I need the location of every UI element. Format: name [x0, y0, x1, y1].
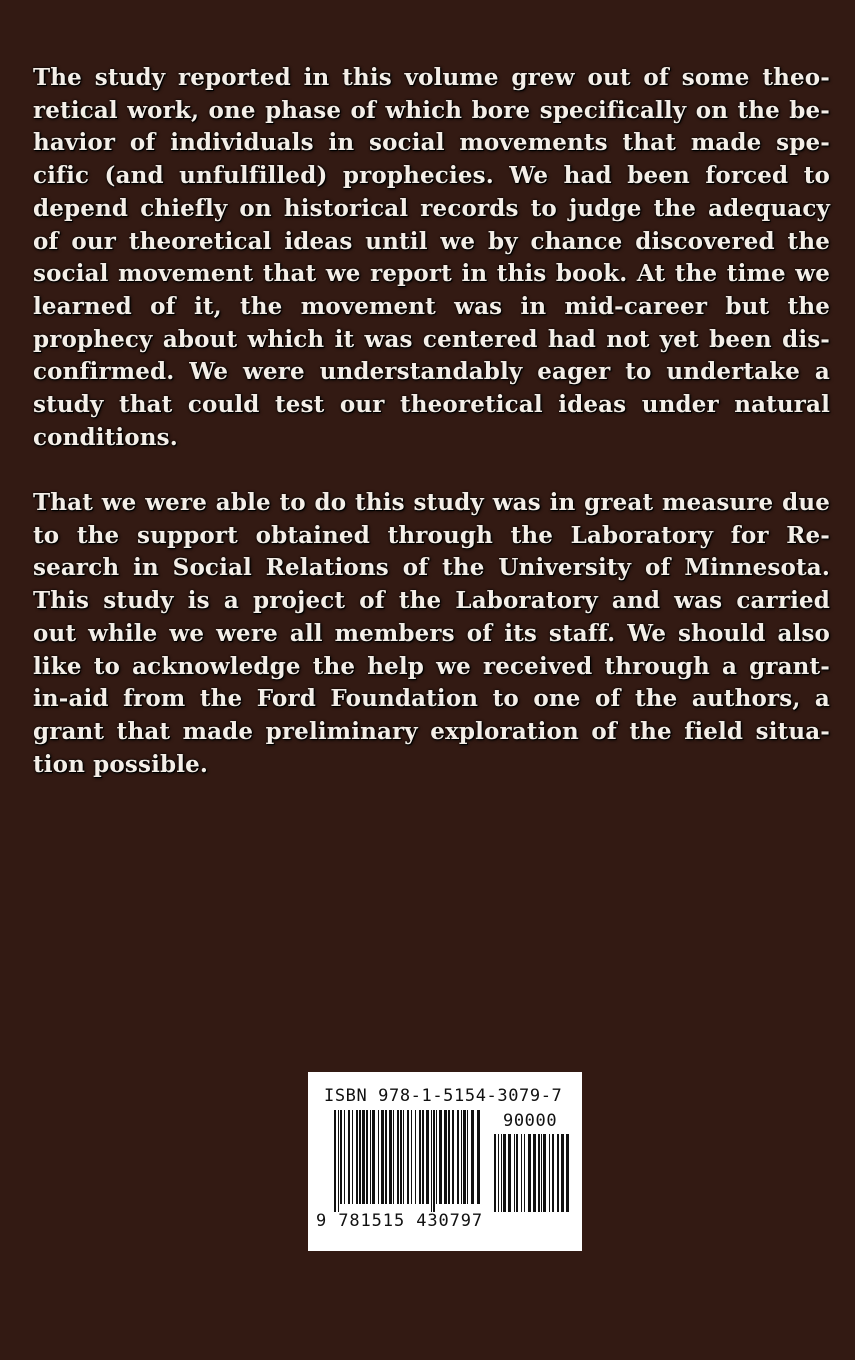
ean-digits: 9 781515 430797 — [316, 1211, 484, 1231]
barcode-bar — [461, 1110, 462, 1204]
text-line: in-aid from the Ford Foundation to one of the authors, a — [33, 685, 830, 713]
barcode-bar — [370, 1110, 371, 1204]
barcode-bar — [494, 1134, 496, 1212]
barcode-bar — [348, 1110, 350, 1204]
barcode-bar — [389, 1110, 392, 1204]
barcode-bar — [372, 1110, 375, 1204]
barcode-bar — [448, 1110, 450, 1204]
price-addon-label: 90000 — [503, 1111, 558, 1131]
barcode-bar — [524, 1134, 525, 1212]
text-line: cific (and unfulfilled) prophecies. We had been forced to — [33, 162, 830, 190]
barcode-bar — [566, 1134, 569, 1212]
barcode-bar — [467, 1110, 468, 1204]
barcode-bar — [338, 1110, 339, 1212]
barcode-bar — [422, 1110, 424, 1204]
barcode-bar — [397, 1110, 399, 1204]
text-line: depend chiefly on historical records to judge the adequacy — [33, 194, 830, 222]
barcode-bar — [407, 1110, 409, 1204]
barcode-bar — [403, 1110, 404, 1204]
barcode-bar — [344, 1110, 345, 1204]
text-line: learned of it, the movement was in mid-career but the — [33, 292, 830, 320]
barcode-bar — [431, 1110, 432, 1212]
barcode-bar — [549, 1134, 550, 1212]
barcode-bar — [334, 1110, 336, 1212]
barcode-bar — [340, 1110, 342, 1204]
text-line: of our theoretical ideas until we by chance discovered the — [33, 227, 830, 255]
text-line: conditions. — [33, 423, 178, 451]
barcode-bar — [444, 1110, 447, 1204]
text-line: study that could test our theoretical ideas under natural — [33, 391, 830, 419]
barcode-bar — [452, 1110, 454, 1204]
text-line: This study is a project of the Laboratory and was carried — [33, 587, 830, 615]
barcode-bar — [433, 1110, 435, 1212]
barcode-bar — [503, 1134, 506, 1212]
barcode-bar — [378, 1110, 379, 1204]
barcode-bar — [362, 1110, 365, 1204]
barcode-bar — [352, 1110, 353, 1204]
text-line: to the support obtained through the Laboratory for Re- — [33, 521, 830, 549]
text-line: havior of individuals in social movements that made spe- — [33, 129, 830, 157]
text-line: retical work, one phase of which bore specifically on the be- — [33, 96, 830, 124]
isbn-barcode — [308, 1072, 582, 1251]
text-line: grant that made preliminary exploration of the field situa- — [33, 717, 830, 745]
barcode-bar — [385, 1110, 387, 1204]
isbn-label: ISBN 978-1-5154-3079-7 — [324, 1086, 563, 1106]
barcode-bar — [477, 1110, 480, 1204]
barcode-bar — [501, 1134, 502, 1212]
barcode-bar — [521, 1134, 522, 1212]
barcode-bar — [463, 1110, 466, 1204]
barcode-bar — [508, 1134, 511, 1212]
barcode-bar — [381, 1110, 384, 1204]
barcode-bar — [356, 1110, 358, 1204]
barcode-bar — [538, 1134, 540, 1212]
barcode-bar — [411, 1110, 412, 1204]
text-line: search in Social Relations of the University of Minnesota. — [33, 554, 830, 582]
text-line: confirmed. We were understandably eager to undertake a — [33, 358, 830, 386]
barcode-bar — [400, 1110, 402, 1204]
barcode-bar — [543, 1134, 546, 1212]
barcode-bar — [359, 1110, 361, 1204]
text-line: tion possible. — [33, 750, 209, 778]
text-line: out while we were all members of its staff. We should also — [33, 619, 830, 647]
paragraph-1 — [33, 62, 830, 454]
text-line: prophecy about which it was centered had not yet been dis- — [33, 325, 830, 353]
barcode-bar — [516, 1134, 518, 1212]
barcode-bar — [366, 1110, 368, 1204]
barcode-bar — [415, 1110, 416, 1204]
barcode-bar — [426, 1110, 429, 1204]
barcode-bar — [514, 1134, 515, 1212]
barcode-bar — [439, 1110, 442, 1204]
text-line: That we were able to do this study was in great measure due — [33, 489, 830, 516]
text-line: social movement that we report in this book. At the time we — [33, 260, 830, 288]
barcode-bar — [471, 1110, 474, 1204]
barcode-bar — [557, 1134, 559, 1212]
barcode-bar — [528, 1134, 531, 1212]
barcode-bar — [541, 1134, 542, 1212]
barcode-bar — [552, 1134, 554, 1212]
paragraph-2 — [33, 487, 830, 781]
barcode-bar — [561, 1134, 564, 1212]
barcode-bar — [393, 1110, 394, 1204]
barcode-bar — [498, 1134, 499, 1212]
text-line: like to acknowledge the help we received through a grant- — [33, 652, 830, 680]
barcode-bar — [436, 1110, 437, 1204]
text-line: The study reported in this volume grew out of some theo- — [33, 64, 830, 91]
barcode-bar — [457, 1110, 459, 1204]
barcode-bar — [533, 1134, 536, 1212]
barcode-bar — [419, 1110, 421, 1204]
